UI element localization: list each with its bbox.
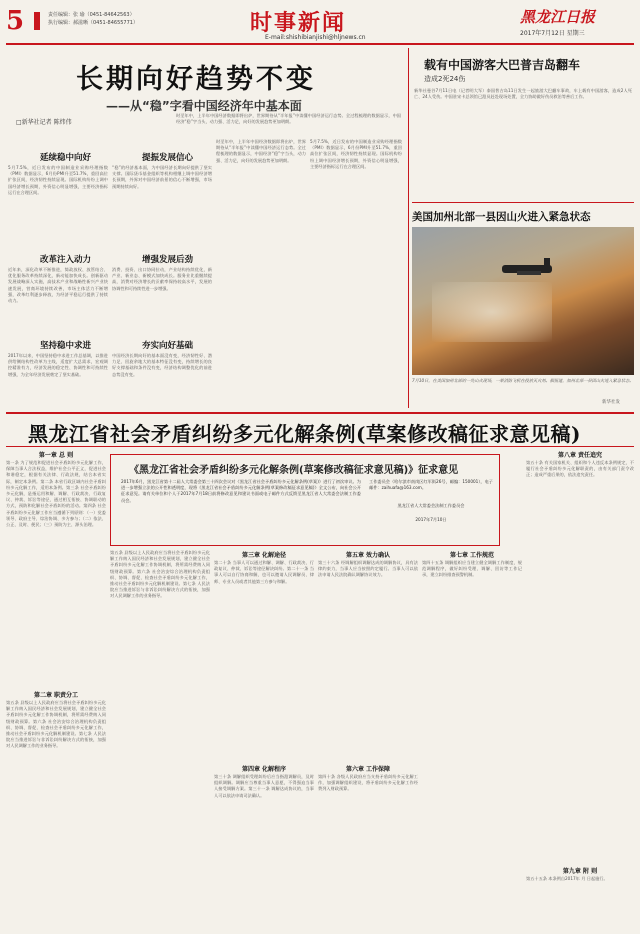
chapter-2-title: 第二章 职责分工 — [33, 692, 79, 699]
issue-date: 2017年7月12日 星期三 — [520, 30, 585, 37]
lead-headline: 长期向好趋势不变 — [76, 64, 316, 95]
header-rule — [6, 43, 634, 45]
chapter-7-text: 第四十五条 调解组织应当建立健全调解工作制度，规范调解程序，做好纠纷受理、调解、回访等工作记录，建立纠纷排查预警机制。 — [422, 560, 522, 578]
chapter-4-text: 第三十条 调解组织受理纠纷后应当指派调解员，及时组织调解。调解应当尊重当事人意愿，不得强迫当事人接受调解方案。第三十一条 调解达成协议的，当事人可以依法申请司法确认。 — [214, 774, 314, 798]
chapter-8-text: 第五十条 有关国家机关、组织和个人违反本条例规定，不履行社会矛盾纠纷多元化解职责的，由有关部门责令改正；造成严重后果的，依法追究责任。 — [526, 460, 634, 478]
right-top-text: 新华社曼谷7月11日电（记者明大军）泰国普吉岛11日发生一起旅游大巴翻车事故，车上载有中国游客，造成2人死亡、24人受伤。中国驻宋卡总领馆已派员赶赴现场处置，全力协助做好伤员救治等善后工作。 — [414, 88, 632, 100]
section-6-title: 夯实向好基础 — [142, 341, 194, 351]
chapter-9-title: 第九章 附 则 — [562, 868, 598, 875]
page-number: 5 — [6, 6, 25, 36]
lead-subhead: ——从“稳”字看中国经济年中基本面 — [106, 99, 302, 113]
notice-contact: 工作委员会（哈尔滨市南岗区红军街26号，邮编：150001），电子邮件：zaihuafa@163.com。 — [369, 479, 493, 491]
notice-box — [110, 454, 500, 546]
fire-photo — [412, 227, 634, 375]
chapter-6-title: 第六章 工作保障 — [345, 766, 391, 773]
regulation-rule — [6, 446, 634, 447]
chapter-2-text: 第五条 县级以上人民政府应当将社会矛盾纠纷多元化解工作纳入国民经济和社会发展规划，建立健全社会矛盾纠纷多元化解工作协调机制，将所需经费纳入同级财政预算。第六条 社会治安综合治理机构负责组织、协调、督促、检查社会矛盾纠纷多元化解工作，推动社会矛盾纠纷多元化解机制建设。第七条 人民法院应当推进诉讼与非诉讼纠纷解决方式的衔接，加强对人民调解工作的业务指导。 — [6, 700, 106, 749]
chapter-6-text: 第四十条 各级人民政府应当支持矛盾纠纷多元化解工作，加强调解组织建设，将矛盾纠纷多元化解工作经费列入财政预算。 — [318, 774, 418, 792]
lead-intro: 时至年中，上半年中国经济数据即将出炉，世界期待从“半年报”中读懂中国经济运行态势。全过程梳理的数据显示，中国经济“稳”字当头，动力强、活力足，向好的发展趋势更加明朗。 — [176, 113, 401, 125]
section-3-text: 2017年以来，中国坚持稳中求进工作总基调，以推进供给侧结构性改革为主线，适度扩大总需求，宏观调控精准有力，经济发展的稳定性、协调性和可持续性增强，为全年经济发展奠定了坚实基础。 — [8, 353, 108, 377]
chapter-9-text: 第五十五条 本条例自2017年 月 日起施行。 — [526, 876, 608, 881]
section-2-title: 改革注入动力 — [40, 255, 92, 265]
chapter-3-title: 第三章 化解途径 — [241, 552, 287, 559]
lead-article — [6, 47, 406, 407]
chapter-3-text: 第二十条 当事人可以通过和解、调解、行政裁决、行政复议、仲裁、诉讼等途径解决纠纷。第二十一条 当事人可以自行协商和解，也可以邀请人民调解员、律师、专业人员或者其他第三方参与和解。 — [214, 560, 314, 584]
section-4-text: “稳”的经济基本面，为中国经济长期向好提供了坚实支撑。国际货币基金组织等机构相继上调中国经济增长预期，外界对中国经济前景的信心不断增强，市场预期持续向好。 — [112, 165, 212, 189]
section-title: 时事新闻 — [250, 10, 347, 36]
fire-photo-article — [412, 205, 634, 408]
lead-body-col-3: 时至年中，上半年中国经济数据即将出炉，世界期待从“半年报”中读懂中国经济运行态势。全过程梳理的数据显示，中国经济“稳”字当头，动力强、活力足，向好的发展趋势更加明朗。 — [216, 139, 306, 163]
lead-byline: □新华社记者 陈炜伟 — [16, 119, 72, 126]
chapter-8-title: 第八章 责任追究 — [557, 452, 603, 459]
lead-body-col-4: 5月7.5%，近日发布的中国制造业采购经理指数（PMI）数据显示，6月份PMI升至51.7%，重回高位扩张区间，经济韧性持续显现。国际机构纷纷上调中国经济增长预期，外资信心明显增强，主要经济指标运行在合理区间。 — [310, 139, 402, 169]
section-6-text: 中国经济长期向好的基本面没有变，经济韧性好、潜力足、回旋余地大的基本特征没有变，持续增长的良好支撑基础和条件没有变，经济结构调整优化的前进态势没有变。 — [112, 353, 212, 377]
chapter-1-text: 第一条 为了规范和促进社会矛盾纠纷多元化解工作，保障当事人合法权益，维护社会公平正义，促进社会和谐稳定，根据有关法律、行政法规，结合本省实际，制定本条例。第二条 本省行政区域内社会矛盾纠纷多元化解工作，适用本条例。第三条 社会矛盾纠纷多元化解，是指运用和解、调解、行政裁决、行政复议、仲裁、诉讼等途径，通过相互衔接、协调联动的方式，预防和化解社会矛盾纠纷的活动。第四条 社会矛盾纠纷多元化解工作应当遵循下列原则：（一）党委领导、政府主导、综治协调、多方参与；（二）依法、公正、及时、便民；（三）预防为主、源头治理。 — [6, 460, 106, 528]
right-top-headline: 载有中国游客大巴普吉岛翻车 — [424, 58, 581, 72]
notice-date: 2017年7月10日 — [415, 517, 447, 522]
fire-caption: 7月10日，在美国加州北部的一处山火现场，一架消防飞机在投放灭火剂。据报道，加州北部一县因山火进入紧急状态。 — [412, 378, 634, 383]
page-number-bar — [34, 12, 40, 30]
section-1-text: 5月7.5%，近日发布的中国制造业采购经理指数（PMI）数据显示，6月份PMI升至51.7%，重回高位扩张区间，经济韧性持续显现。国际机构纷纷上调中国经济增长预期，外资信心明显增强，主要经济指标运行在合理区间。 — [8, 165, 108, 195]
chapter-1-title: 第一章 总 则 — [38, 452, 74, 459]
chapter-2-text-cont: 第五条 县级以上人民政府应当将社会矛盾纠纷多元化解工作纳入国民经济和社会发展规划，建立健全社会矛盾纠纷多元化解工作协调机制，将所需经费纳入同级财政预算。第六条 社会治安综合治理机构负责组织、协调、督促、检查社会矛盾纠纷多元化解工作，推动社会矛盾纠纷多元化解机制建设。第七条 人民法院应当推进诉讼与非诉讼纠纷解决方式的衔接，加强对人民调解工作的业务指导。 — [110, 550, 210, 599]
section-4-title: 提振发展信心 — [142, 153, 194, 163]
notice-title: 《黑龙江省社会矛盾纠纷多元化解条例(草案修改稿征求意见稿)》征求意见 — [129, 465, 459, 476]
plane-tail-shape — [544, 258, 550, 267]
fire-headline: 美国加州北部一县因山火进入紧急状态 — [412, 211, 591, 223]
editor-line-1: 责任编辑：张 瑜（0451-84642563） — [48, 12, 135, 18]
notice-sign: 黑龙江省人大常委会法制工作委员会 — [397, 503, 465, 508]
regulation-headline: 黑龙江省社会矛盾纠纷多元化解条例(草案修改稿征求意见稿) — [28, 422, 581, 446]
column-divider — [408, 48, 409, 408]
section-5-title: 增强发展后劲 — [142, 255, 194, 265]
masthead-logo: 黑龙江日报 — [520, 8, 596, 26]
section-email: E-mail:shishibianjishi@hljnews.cn — [265, 34, 366, 41]
fire-credit: 新华社发 — [602, 400, 620, 405]
section-1-title: 延续稳中向好 — [40, 153, 92, 163]
editor-line-2: 执行编辑：郝滋晰（0451-84655771） — [48, 20, 138, 26]
chapter-4-title: 第四章 化解程序 — [241, 766, 287, 773]
chapter-7-title: 第七章 工作规范 — [449, 552, 495, 559]
right-divider — [412, 202, 634, 203]
mid-rule — [6, 412, 634, 414]
section-2-text: 近年来，深化改革不断推进，简政放权、放管结合、优化服务改革持续深化，新动能加快成长。创新驱动发展战略深入实施，高技术产业和战略性新兴产业快速发展，营商环境持续改善，市场主体活力不断增强，改革红利逐步释放，为经济平稳运行提供了持续动力。 — [8, 267, 108, 304]
chapter-5-text: 第三十六条 经调解组织调解达成的调解协议，具有法律约束力，当事人应当按照约定履行。当事人可以依法申请人民法院确认调解协议效力。 — [318, 560, 418, 578]
plane-wing-shape — [517, 271, 541, 275]
right-top-article — [412, 50, 634, 200]
section-3-title: 坚持稳中求进 — [40, 341, 92, 351]
right-top-subhead: 造成2死24伤 — [424, 75, 466, 83]
smoke-shape — [432, 282, 552, 342]
section-5-text: 消费、投资、出口协同拉动，产业结构持续优化，新产业、新业态、新模式加快成长。服务业比重继续提高，消费对经济增长的贡献率保持较高水平，发展的协调性和可持续性进一步增强。 — [112, 267, 212, 291]
chapter-5-title: 第五章 效力确认 — [345, 552, 391, 559]
notice-text: 2017年6月，黑龙江省第十二届人大常委会第三十四次会议对《黑龙江省社会矛盾纠纷多元化解条例(草案)》进行了初次审议。为进一步增强立法的公开性和透明度，现将《黑龙江省社会矛盾纠纷多元化解条例(草案修改稿征求意见稿)》全文公布，向社会公开征求意见。请有关单位和个人于2017年7月18日前将修改意见和建议书面或电子邮件方式反馈至黑龙江省人大常委会法制工作委员会。 — [121, 479, 361, 503]
